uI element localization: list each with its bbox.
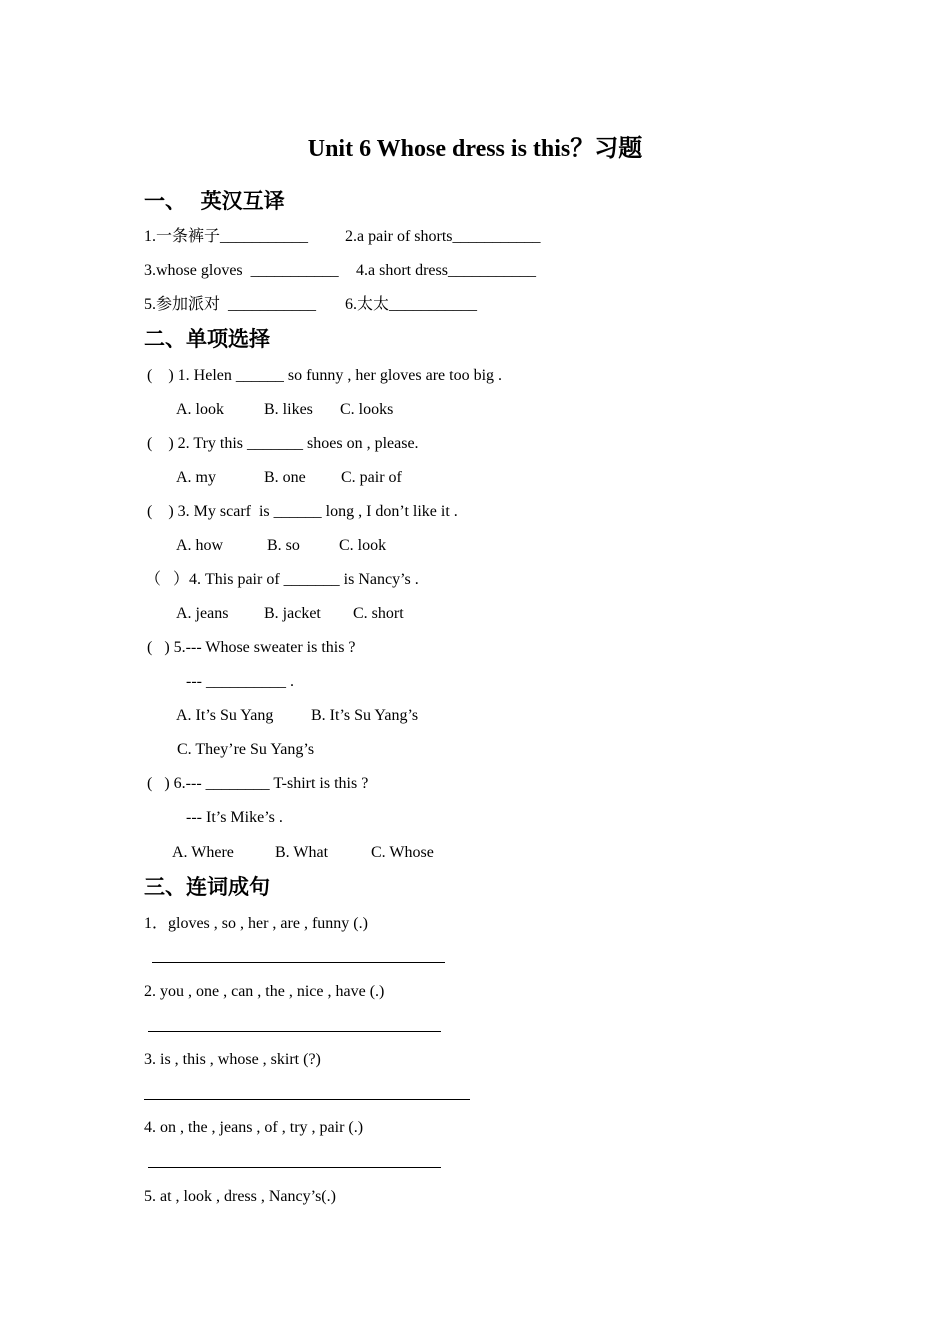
question-4-option-a: A. jeans [176, 605, 229, 622]
sentence-item-3: 3. is , this , whose , skirt (?) [144, 1051, 321, 1068]
translation-item-2: 2.a pair of shorts___________ [345, 228, 541, 245]
sentence-item-5: 5. at , look , dress , Nancy’s(.) [144, 1188, 336, 1205]
answer-line-1 [152, 962, 445, 963]
answer-line-2 [148, 1031, 441, 1032]
section-3-heading: 三、连词成句 [144, 875, 270, 899]
question-5-option-b: B. It’s Su Yang’s [311, 707, 419, 724]
question-3-option-b: B. so [267, 537, 300, 554]
question-3-option-a: A. how [176, 537, 224, 554]
question-6-option-c: C. Whose [371, 844, 434, 861]
question-4-option-b: B. jacket [264, 605, 321, 622]
question-4-option-c: C. short [353, 605, 404, 622]
question-3-option-c: C. look [339, 537, 387, 554]
question-6-option-a: A. Where [172, 844, 234, 861]
question-4-stem: （ ）4. This pair of _______ is Nancy’s . [145, 571, 419, 588]
translation-item-1: 1.一条裤子___________ [144, 228, 309, 245]
section-2-heading: 二、单项选择 [144, 327, 270, 351]
question-2-option-c: C. pair of [341, 469, 402, 486]
question-1-option-b: B. likes [264, 401, 313, 418]
question-6-answer-line: --- It’s Mike’s . [186, 809, 283, 826]
translation-item-6: 6.太太___________ [345, 296, 478, 313]
section-1-heading: 一、 英汉互译 [144, 189, 285, 213]
question-1-stem: ( ) 1. Helen ______ so funny , her gloves are too big . [147, 367, 503, 384]
question-5-option-c: C. They’re Su Yang’s [177, 741, 315, 758]
question-6-stem: ( ) 6.--- ________ T-shirt is this ? [147, 775, 369, 792]
answer-line-3 [144, 1099, 470, 1100]
question-5-option-a: A. It’s Su Yang [176, 707, 274, 724]
page-title: Unit 6 Whose dress is this？习题 [307, 136, 643, 162]
question-3-stem: ( ) 3. My scarf is ______ long , I don’t like it . [147, 503, 458, 520]
answer-line-4 [148, 1167, 441, 1168]
sentence-item-2: 2. you , one , can , the , nice , have (.) [144, 983, 385, 1000]
sentence-item-1: 1．gloves , so , her , are , funny (.) [144, 915, 368, 932]
sentence-item-4: 4. on , the , jeans , of , try , pair (.) [144, 1119, 364, 1136]
question-5-stem: ( ) 5.--- Whose sweater is this ? [147, 639, 356, 656]
translation-item-4: 4.a short dress___________ [356, 262, 536, 279]
question-2-option-a: A. my [176, 469, 216, 486]
translation-item-3: 3.whose gloves ___________ [144, 262, 339, 279]
question-2-stem: ( ) 2. Try this _______ shoes on , please. [147, 435, 419, 452]
translation-item-5: 5.参加派对 ___________ [144, 296, 317, 313]
question-1-option-a: A. look [176, 401, 224, 418]
question-6-option-b: B. What [275, 844, 329, 861]
question-5-answer-line: --- __________ . [186, 673, 294, 690]
question-2-option-b: B. one [264, 469, 306, 486]
question-1-option-c: C. looks [340, 401, 394, 418]
